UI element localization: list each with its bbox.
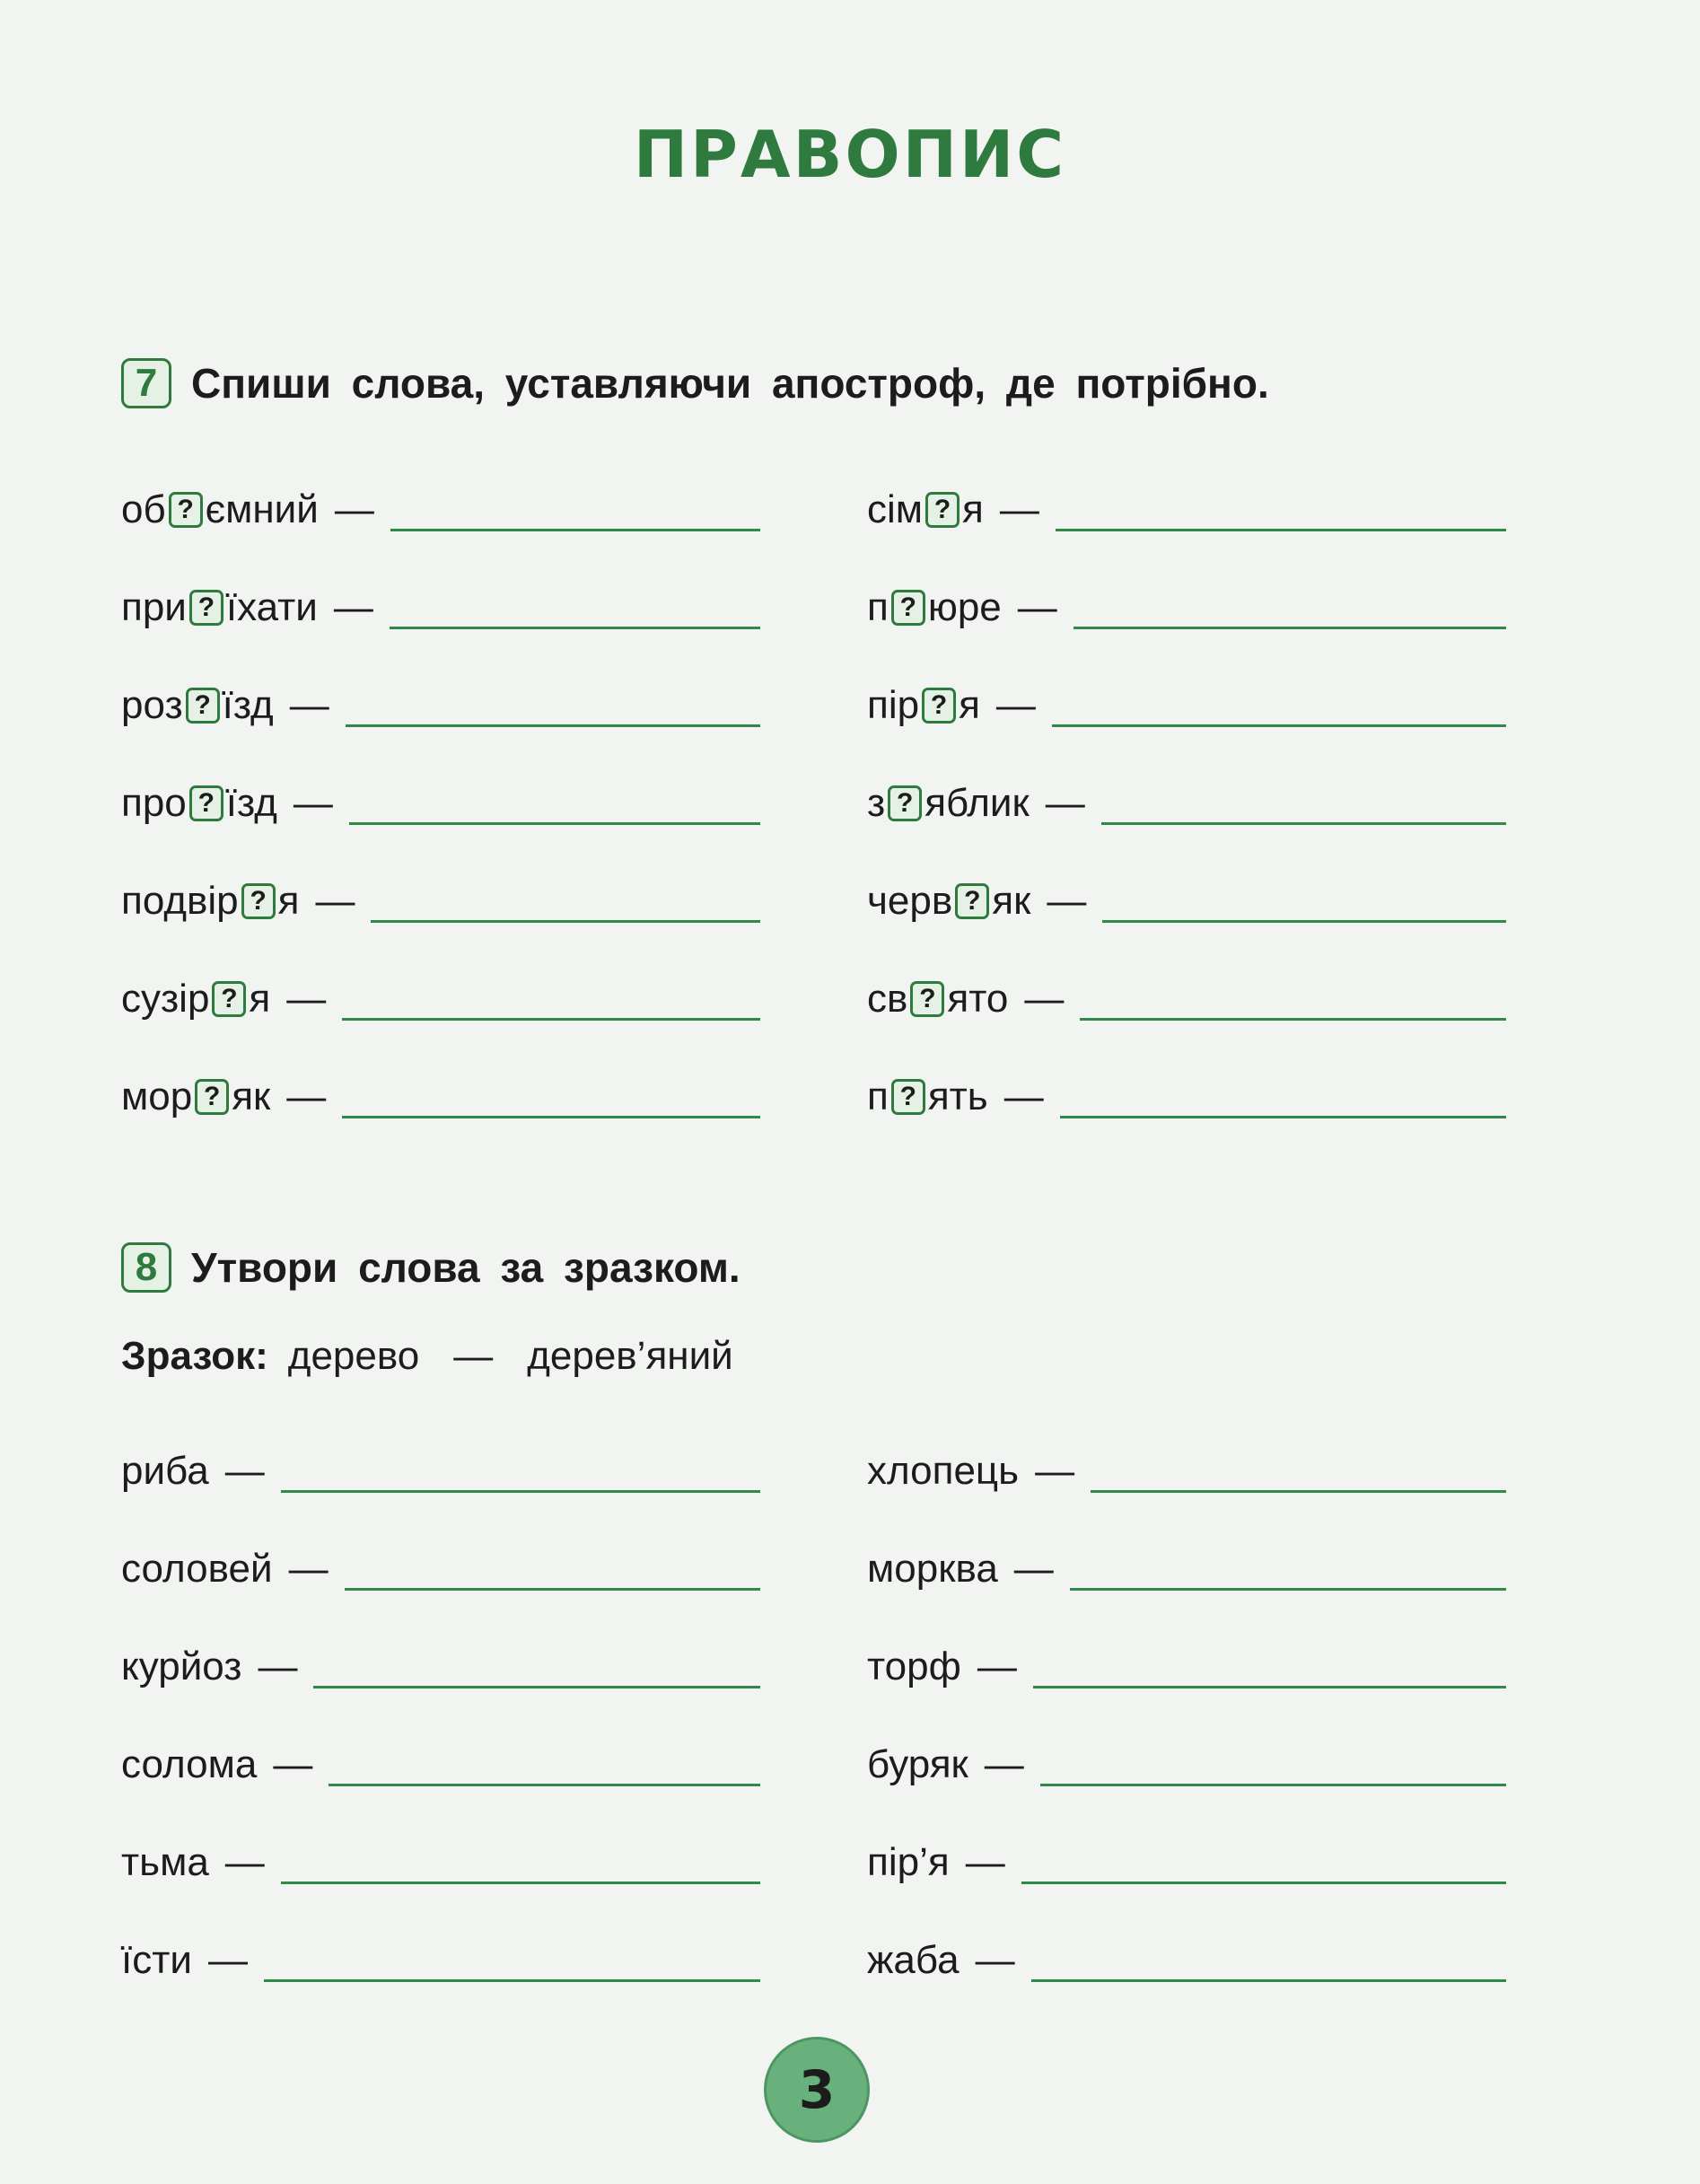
word: риба bbox=[121, 1449, 209, 1493]
answer-line[interactable] bbox=[1052, 715, 1506, 727]
answer-line[interactable] bbox=[342, 1107, 760, 1118]
dash: — bbox=[1024, 977, 1065, 1021]
answer-line[interactable] bbox=[1056, 520, 1506, 531]
word: морква bbox=[867, 1547, 998, 1591]
question-box: ? bbox=[891, 590, 925, 626]
word: соловей bbox=[121, 1547, 273, 1591]
dash: — bbox=[207, 1938, 248, 1982]
dash: — bbox=[288, 1547, 329, 1591]
word-formation-row bbox=[121, 1825, 760, 1888]
word: об ? ємний bbox=[121, 487, 319, 531]
page-number: 3 bbox=[764, 2037, 870, 2143]
dash: — bbox=[984, 1742, 1024, 1786]
dash: — bbox=[977, 1645, 1017, 1688]
dash: — bbox=[293, 781, 333, 825]
word-formation-row bbox=[867, 1434, 1506, 1496]
answer-line[interactable] bbox=[1101, 813, 1506, 825]
answer-line[interactable] bbox=[1060, 1107, 1506, 1118]
task-8-header bbox=[121, 1242, 740, 1293]
dash: — bbox=[333, 585, 373, 629]
word: солома bbox=[121, 1742, 258, 1786]
dash: — bbox=[286, 1074, 327, 1118]
apostrophe-row bbox=[121, 472, 760, 535]
answer-line[interactable] bbox=[1070, 1579, 1506, 1591]
word-formation-row bbox=[867, 1825, 1506, 1888]
apostrophe-row bbox=[867, 766, 1506, 829]
task-instruction: Спиши слова, уставляючи апостроф, де потрібно. bbox=[191, 360, 1269, 407]
task-number-badge: 8 bbox=[121, 1242, 171, 1293]
question-box: ? bbox=[888, 785, 922, 821]
answer-line[interactable] bbox=[345, 1579, 760, 1591]
word: пір’я bbox=[867, 1840, 950, 1884]
word-formation-row bbox=[121, 1531, 760, 1594]
apostrophe-row bbox=[867, 472, 1506, 535]
sample-word: дерево bbox=[287, 1334, 420, 1378]
word: тьма bbox=[121, 1840, 209, 1884]
task-instruction: Утвори слова за зразком. bbox=[191, 1244, 740, 1291]
answer-line[interactable] bbox=[346, 715, 760, 727]
question-box: ? bbox=[186, 688, 220, 724]
dash: — bbox=[1047, 879, 1087, 923]
dash: — bbox=[965, 1840, 1005, 1884]
word: при ? їхати bbox=[121, 585, 318, 629]
answer-line[interactable] bbox=[390, 618, 760, 629]
apostrophe-row bbox=[121, 766, 760, 829]
answer-line[interactable] bbox=[1080, 1009, 1506, 1021]
word: пір ? я bbox=[867, 683, 980, 727]
word: подвір ? я bbox=[121, 879, 300, 923]
word-formation-row bbox=[867, 1531, 1506, 1594]
dash: — bbox=[289, 683, 329, 727]
dash: — bbox=[999, 487, 1039, 531]
dash: — bbox=[453, 1334, 494, 1378]
answer-line[interactable] bbox=[1033, 1677, 1506, 1688]
word: сузір ? я bbox=[121, 977, 271, 1021]
word: св ? ято bbox=[867, 977, 1009, 1021]
question-box: ? bbox=[241, 883, 276, 919]
sample-label: Зразок: bbox=[121, 1334, 268, 1378]
word: п ? юре bbox=[867, 585, 1002, 629]
word-formation-row bbox=[121, 1629, 760, 1692]
word: роз ? їзд bbox=[121, 683, 274, 727]
word: буряк bbox=[867, 1742, 968, 1786]
dash: — bbox=[224, 1840, 265, 1884]
dash: — bbox=[1017, 585, 1057, 629]
sample-result: дерев’яний bbox=[527, 1334, 733, 1378]
apostrophe-row bbox=[867, 961, 1506, 1024]
word-formation-row bbox=[121, 1923, 760, 1986]
task-number-badge: 7 bbox=[121, 358, 171, 408]
answer-line[interactable] bbox=[1021, 1873, 1506, 1884]
answer-line[interactable] bbox=[1031, 1970, 1506, 1982]
word: курйоз bbox=[121, 1645, 242, 1688]
answer-line[interactable] bbox=[1102, 911, 1506, 923]
word-formation-row bbox=[121, 1434, 760, 1496]
word: їсти bbox=[121, 1938, 192, 1982]
word: черв ? як bbox=[867, 879, 1031, 923]
apostrophe-row bbox=[121, 961, 760, 1024]
word: про ? їзд bbox=[121, 781, 277, 825]
apostrophe-row bbox=[867, 864, 1506, 926]
question-box: ? bbox=[195, 1079, 229, 1115]
page-title: ПРАВОПИС bbox=[633, 117, 1067, 192]
word: сім ? я bbox=[867, 487, 984, 531]
question-box: ? bbox=[891, 1079, 925, 1115]
question-box: ? bbox=[169, 492, 203, 528]
answer-line[interactable] bbox=[281, 1873, 760, 1884]
word: хлопець bbox=[867, 1449, 1020, 1493]
question-box: ? bbox=[212, 981, 246, 1017]
answer-line[interactable] bbox=[1073, 618, 1506, 629]
dash: — bbox=[286, 977, 327, 1021]
dash: — bbox=[1045, 781, 1085, 825]
answer-line[interactable] bbox=[1040, 1775, 1506, 1786]
dash: — bbox=[995, 683, 1036, 727]
word: торф bbox=[867, 1645, 961, 1688]
dash: — bbox=[258, 1645, 298, 1688]
word: жаба bbox=[867, 1938, 960, 1982]
word-formation-row bbox=[121, 1727, 760, 1790]
dash: — bbox=[1035, 1449, 1075, 1493]
question-box: ? bbox=[955, 883, 989, 919]
word: мор ? як bbox=[121, 1074, 271, 1118]
answer-line[interactable] bbox=[342, 1009, 760, 1021]
task-7-header bbox=[121, 358, 1269, 408]
dash: — bbox=[334, 487, 374, 531]
apostrophe-row bbox=[121, 1059, 760, 1122]
dash: — bbox=[224, 1449, 265, 1493]
apostrophe-row bbox=[121, 570, 760, 633]
apostrophe-row bbox=[121, 668, 760, 731]
answer-line[interactable] bbox=[313, 1677, 760, 1688]
dash: — bbox=[273, 1742, 313, 1786]
answer-line[interactable] bbox=[1091, 1481, 1506, 1493]
apostrophe-row bbox=[867, 570, 1506, 633]
apostrophe-row bbox=[867, 1059, 1506, 1122]
answer-line[interactable] bbox=[390, 520, 760, 531]
answer-line[interactable] bbox=[349, 813, 760, 825]
answer-line[interactable] bbox=[371, 911, 760, 923]
apostrophe-row bbox=[867, 668, 1506, 731]
question-box: ? bbox=[910, 981, 944, 1017]
dash: — bbox=[975, 1938, 1015, 1982]
word: п ? ять bbox=[867, 1074, 988, 1118]
dash: — bbox=[1013, 1547, 1054, 1591]
answer-line[interactable] bbox=[329, 1775, 760, 1786]
word-formation-row bbox=[867, 1629, 1506, 1692]
word-formation-row bbox=[867, 1923, 1506, 1986]
dash: — bbox=[315, 879, 355, 923]
word: з ? яблик bbox=[867, 781, 1030, 825]
question-box: ? bbox=[922, 688, 956, 724]
dash: — bbox=[1003, 1074, 1044, 1118]
answer-line[interactable] bbox=[264, 1970, 760, 1982]
word-formation-row bbox=[867, 1727, 1506, 1790]
sample-line bbox=[121, 1334, 733, 1379]
question-box: ? bbox=[189, 785, 223, 821]
question-box: ? bbox=[189, 590, 223, 626]
answer-line[interactable] bbox=[281, 1481, 760, 1493]
question-box: ? bbox=[925, 492, 960, 528]
apostrophe-row bbox=[121, 864, 760, 926]
